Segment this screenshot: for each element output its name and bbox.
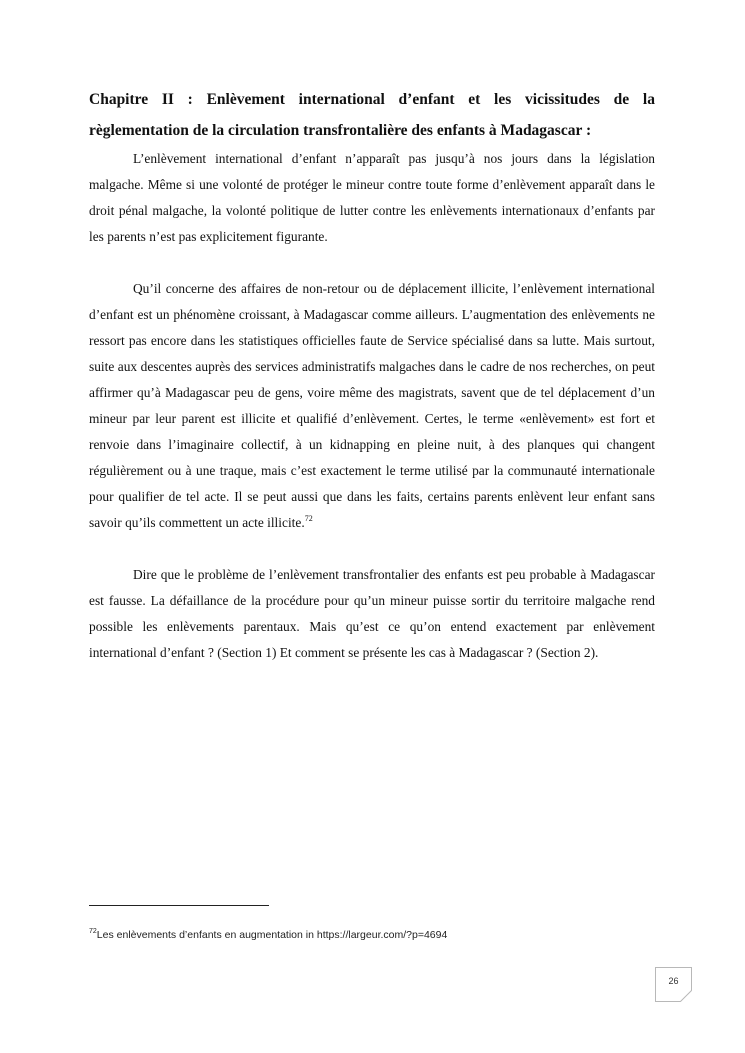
paragraph-2-text: Qu’il concerne des affaires de non-retour ou de déplacement illicite, l’enlèvement international d’enfant est un phénomène croissant, à Madagascar comme ailleurs. L’augmentation des enlèvements ne ressort pas encore dans les statistiques officielles faute de Service spécialisé dans sa lutte. Mais surtout, suite aux descentes auprès des services administratifs malgaches dans le cadre de nos recherches, on peut affirmer qu’à Madagascar peu de gens, voire même des magistrats, savent que de tel déplacement d’un mineur par leur parent est illicite et qualifié d’enlèvement. Certes, le terme «enlèvement» est fort et renvoie dans l’imaginaire collectif, à un kidnapping en pleine nuit, à des planques qui changent régulièrement ou à une traque, mais c’est exactement le terme utilisé par la communauté internationale pour qualifier de tel acte. Il se peut aussi que dans les faits, certains parents enlèvent leur enfant sans savoir qu’ils commettent un acte illicite.: [89, 281, 655, 530]
page-content: [89, 84, 655, 666]
paragraph-2: [89, 276, 655, 536]
footnote: [89, 929, 447, 941]
footnote-separator: [89, 905, 269, 906]
page-curl-icon: [680, 990, 692, 1002]
page-number-box: [655, 967, 692, 1002]
footnote-reference[interactable]: 72: [304, 514, 313, 523]
footnote-number: 72: [89, 928, 97, 935]
paragraph-1: L’enlèvement international d’enfant n’apparaît pas jusqu’à nos jours dans la législation malgache. Même si une volonté de protéger le mineur contre toute forme d’enlèvement apparaît dans le droit pénal malgache, la volonté politique de lutter contre les enlèvements internationaux d’enfants par les parents n’est pas explicitement figurante.: [89, 151, 655, 244]
chapter-title: Chapitre II : Enlèvement international d’enfant et les vicissitudes de la règlementation de la circulation transfrontalière des enfants à Madagascar :: [89, 91, 655, 139]
page-number: 26: [668, 976, 679, 986]
footnote-text: Les enlèvements d’enfants en augmentation in https://largeur.com/?p=4694: [96, 929, 448, 941]
paragraph-3: Dire que le problème de l’enlèvement transfrontalier des enfants est peu probable à Madagascar est fausse. La défaillance de la procédure pour qu’un mineur puisse sortir du territoire malgache rend possible les enlèvements parentaux. Mais qu’est ce qu’on entend exactement par enlèvement international d’enfant ? (Section 1) Et comment se présente les cas à Madagascar ? (Section 2).: [89, 567, 655, 660]
